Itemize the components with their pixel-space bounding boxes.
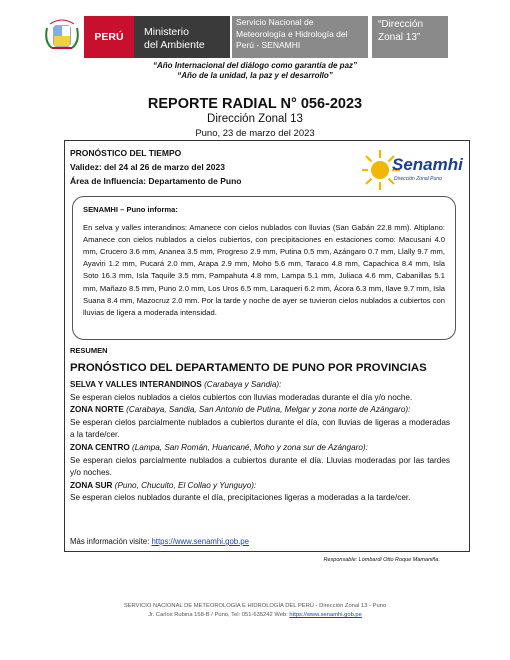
more-info-label: Más información visite: [70,537,150,546]
logo-wordmark: Senamhi [392,155,463,174]
forecast-area: Área de Influencia: Departamento de Puno [70,176,242,186]
provinces-title: PRONÓSTICO DEL DEPARTAMENTO DE PUNO POR PROVINCIAS [70,362,427,374]
senamhi-line-1: Servicio Nacional de [236,17,314,27]
zone-places: (Lampa, San Román, Huancané, Moho y zona sur de Azángaro): [132,442,368,452]
zone-item [70,379,450,404]
motto-line-1: “Año Internacional del diálogo como garantía de paz” [152,61,358,70]
ministry-line-2: del Ambiente [144,39,205,51]
zonal-block [372,16,448,58]
zone-name: ZONA SUR [70,480,113,490]
country-label: PERÚ [94,31,124,43]
footer-address: Jr. Carlos Rubina 158-B / Puno, Tel: 051-635242 Web: [148,612,288,618]
national-shield-logo [44,14,80,58]
senamhi-logo [362,145,463,195]
info-heading: SENAMHI – Puno informa: [83,205,178,214]
ministry-block [134,16,230,58]
zone-text: Se esperan cielos nublados durante el día, precipitaciones ligeras a moderadas a la tarde/cer. [70,493,411,503]
senamhi-line-2: Meteorología e Hidrología del [236,28,348,39]
province-zones [70,379,450,505]
report-title: REPORTE RADIAL N° 056-2023 [147,96,363,112]
footer-line-1: SERVICIO NACIONAL DE METEOROLOGÍA E HIDROLOGÍA DEL PERÚ - Dirección Zonal 13 - Puno [123,603,387,609]
peru-badge [84,16,134,58]
zone-name: SELVA Y VALLES INTERANDINOS [70,380,202,389]
motto-line-2: “Año de la unidad, la paz y el desarrollo” [177,71,333,80]
report-subtitle: Dirección Zonal 13 [207,113,303,125]
zone-item [70,442,450,480]
zone-name: ZONA NORTE [70,405,124,415]
ministry-line-1: Ministerio [144,26,189,38]
zone-line-1: “Dirección [378,19,424,30]
zone-places: (Carabaya y Sandia): [204,380,282,389]
logo-tagline: Dirección Zonal Puno [394,176,442,182]
zone-text: Se esperan cielos parcialmente nublados a cubiertos durante el día, con lluvias de ligeras a moderadas a la tarde/cer. [70,417,450,440]
zone-name: ZONA CENTRO [70,442,130,452]
zone-text: Se esperan cielos parcialmente nublados a cubiertos durante el día. Lluvias moderadas por las tardes y/o noches. [70,455,450,478]
zone-item [70,480,450,505]
forecast-validity: Validez: del 24 al 26 de marzo del 2023 [70,162,225,172]
info-box [72,196,456,340]
zone-text: Se esperan cielos nublados a cielos cubiertos con lluvias moderadas durante el día y/o noche. [70,392,413,402]
summary-label: RESUMEN [70,346,108,355]
report-date: Puno, 23 de marzo del 2023 [195,128,315,139]
senamhi-block [232,16,368,58]
more-info-link[interactable]: https://www.senamhi.gob.pe [151,537,249,546]
zone-places: (Carabaya, Sandia, San Antonio de Putina, Melgar y zona norte de Azángaro): [126,405,411,415]
senamhi-line-3: Perú - SENAMHI [236,40,301,50]
more-info [70,537,249,546]
zone-places: (Puno, Chucuito, El Collao y Yunguyo): [114,480,257,490]
zone-line-2: Zonal 13” [378,32,421,43]
responsible-note: Responsable: Lombardi Otto Roque Mamaniña. [323,557,440,563]
footer-line-2 [0,612,510,618]
footer-link[interactable]: https://www.senamhi.gob.pe [289,612,362,618]
forecast-heading: PRONÓSTICO DEL TIEMPO [70,148,182,158]
info-text: En selva y valles interandinos: Amanece con cielos nublados con lluvias (San Gabán 22.8 mm). Altiplano: Amanece con cielos nublados a cielos cubiertos, con precipitaciones en estaciones como: Macusani 4.0 mm, Crucero 3.6 mm, Ananea 3.5 mm, Progreso 2.9 mm, Putina 0.5 mm, Azángaro 0.7 mm, Llally 9.7 mm, Ayaviri 1.2 mm, Pucará 2.0 mm, Arapa 2.9 mm, Moho 5.6 mm, Taraco 4.8 mm, Capachica 8.4 mm, Isla Soto 16.3 mm, Isla Taquile 3.5 mm, Pampahuta 4.8 mm, Lampa 5.1 mm, Juliaca 4.6 mm, Cabanillas 5.1 mm, Mañazo 8.5 mm, Puno 2.0 mm, Los Uros 6.5 mm, Laraqueri 6.2 mm, Ácora 6.3 mm, Ilave 9.7 mm, Isla Suana 8.4 mm, Mazocruz 2.0 mm. Por la tarde y noche de ayer se tuvieron cielos nublados a cubiertos con lluvias de ligera a moderada intensidad. [83,223,445,317]
zone-item [70,404,450,442]
